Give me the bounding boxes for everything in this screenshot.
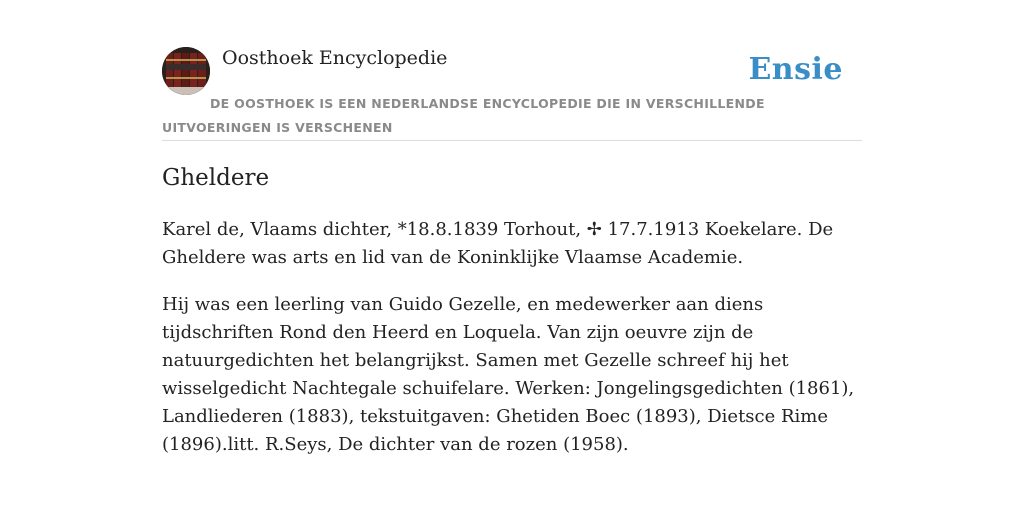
encyclopedia-books-avatar[interactable]	[162, 47, 210, 95]
site-tagline: DE OOSTHOEK IS EEN NEDERLANDSE ENCYCLOPEDIE DIE IN VERSCHILLENDE UITVOERINGEN IS VERSCHENEN	[162, 96, 765, 135]
site-header	[162, 46, 862, 141]
site-name[interactable]: Oosthoek Encyclopedie	[222, 47, 448, 69]
books-icon	[162, 47, 210, 95]
article-body	[162, 216, 862, 478]
article-paragraph: Karel de, Vlaams dichter, *18.8.1839 Torhout, ✢ 17.7.1913 Koekelare. De Gheldere was arts en lid van de Koninklijke Vlaamse Academie.	[162, 219, 834, 268]
article-title: Gheldere	[162, 165, 270, 191]
article-paragraph: Hij was een leerling van Guido Gezelle, en medewerker aan diens tijdschriften Rond den Heerd en Loquela. Van zijn oeuvre zijn de natuurgedichten het belangrijkst. Samen met Gezelle schreef hij het wisselgedicht Nachtegale schuifelare. Werken: Jongelingsgedichten (1861), Landliederen (1883), tekstuitgaven: Ghetiden Boec (1893), Dietsce Rime (1896).litt. R.Seys, De dichter van de rozen (1958).	[162, 294, 855, 455]
brand-logo-text[interactable]: Ensie	[748, 52, 843, 87]
